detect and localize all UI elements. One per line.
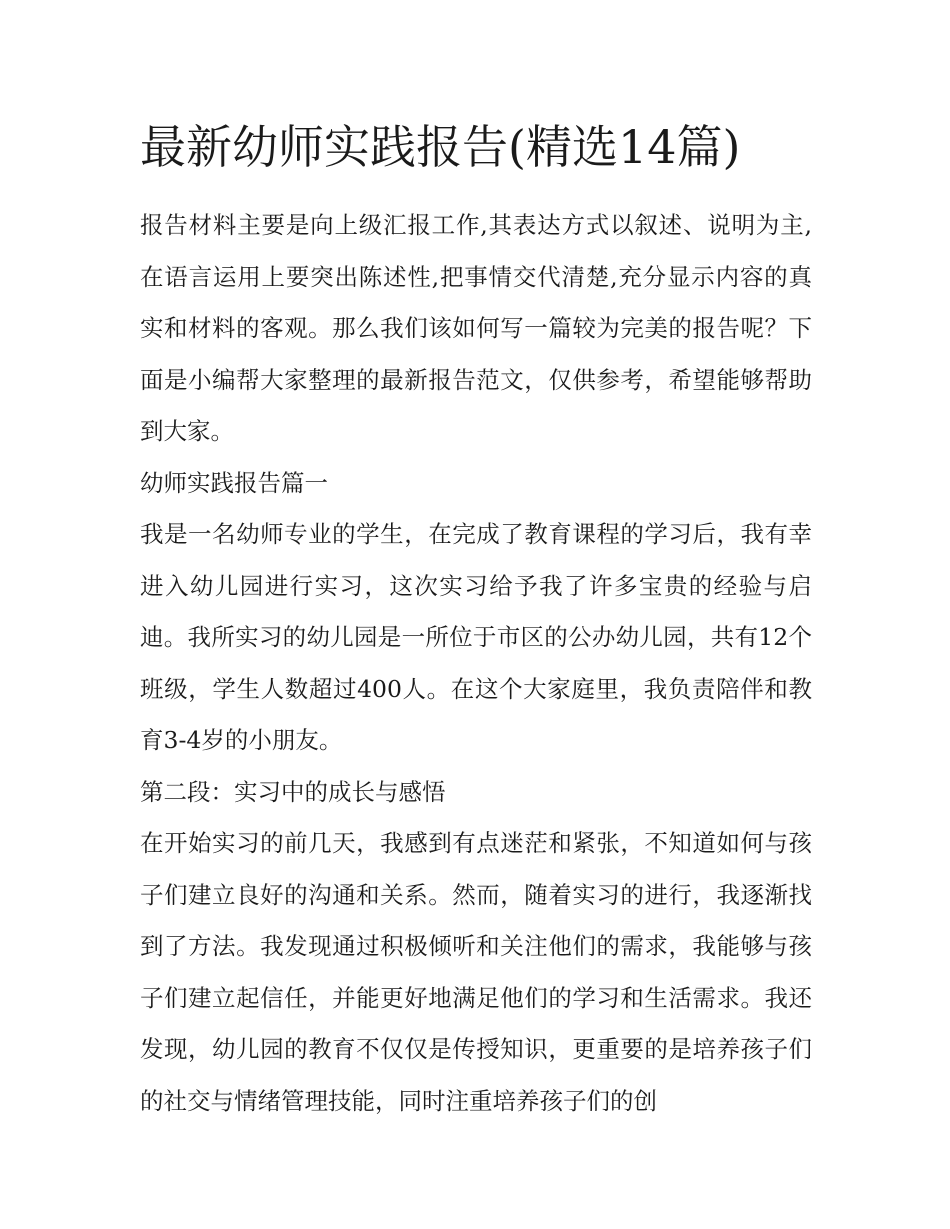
section-heading-part-one: 幼师实践报告篇一 bbox=[140, 468, 328, 497]
section-heading-part-two: 第二段：实习中的成长与感悟 bbox=[140, 777, 446, 806]
document-body bbox=[140, 112, 812, 1127]
document-title: 最新幼师实践报告(精选14篇) bbox=[140, 120, 741, 174]
body-paragraph-internship-intro: 我是一名幼师专业的学生，在完成了教育课程的学习后，我有幸进入幼儿园进行实习，这次实习给予我了许多宝贵的经验与启迪。我所实习的幼儿园是一所位于市区的公办幼儿园，共有12个班级，学生人数超过400人。在这个大家庭里，我负责陪伴和教育3-4岁的小朋友。 bbox=[140, 520, 812, 754]
intro-paragraph: 报告材料主要是向上级汇报工作,其表达方式以叙述、说明为主,在语言运用上要突出陈述性,把事情交代清楚,充分显示内容的真实和材料的客观。那么我们该如何写一篇较为完美的报告呢？下面是小编帮大家整理的最新报告范文，仅供参考，希望能够帮助到大家。 bbox=[140, 211, 812, 445]
body-paragraph-growth: 在开始实习的前几天，我感到有点迷茫和紧张，不知道如何与孩子们建立良好的沟通和关系。然而，随着实习的进行，我逐渐找到了方法。我发现通过积极倾听和关注他们的需求，我能够与孩子们建立起信任，并能更好地满足他们的学习和生活需求。我还发现，幼儿园的教育不仅仅是传授知识，更重要的是培养孩子们的社交与情绪管理技能，同时注重培养孩子们的创 bbox=[140, 829, 812, 1115]
